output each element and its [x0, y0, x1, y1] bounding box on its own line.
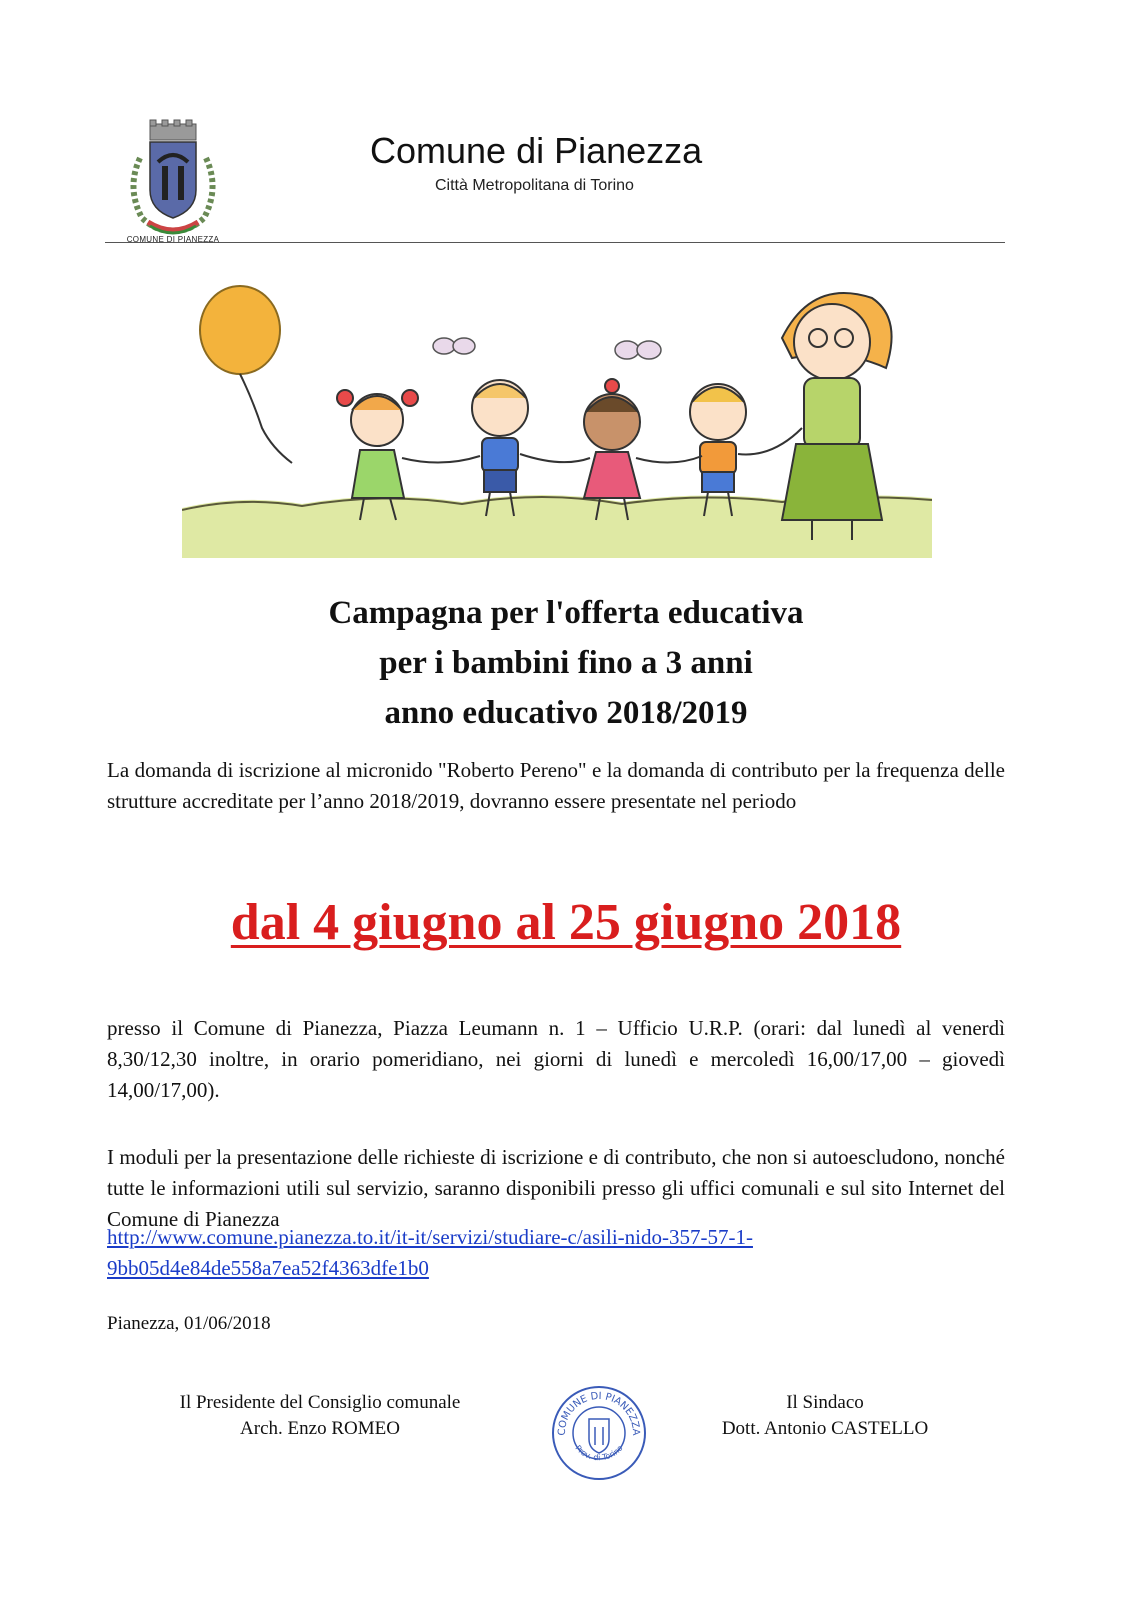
application-period: dal 4 giugno al 25 giugno 2018	[230, 894, 902, 951]
website-link-line-2[interactable]: 9bb05d4e84de558a7ea52f4363dfe1b0	[107, 1256, 429, 1280]
modules-paragraph: I moduli per la presentazione delle richieste di iscrizione e di contributo, che non si autoescludono, nonché tutte le informazioni utili sul servizio, saranno disponibili presso gli uffici comunali e sul sito Internet del Comune di Pianezza	[107, 1145, 1005, 1231]
place-and-date: Pianezza, 01/06/2018	[107, 1313, 271, 1334]
signature-left-role: Il Presidente del Consiglio comunale	[179, 1392, 461, 1413]
signature-right-name: Dott. Antonio CASTELLO	[721, 1418, 929, 1439]
signature-right-role: Il Sindaco	[786, 1392, 864, 1413]
signature-mayor	[690, 1390, 960, 1442]
children-illustration	[182, 258, 932, 558]
crest-caption: COMUNE DI PIANEZZA	[126, 235, 220, 244]
website-link-line-1[interactable]: http://www.comune.pianezza.to.it/it-it/servizi/studiare-c/asili-nido-357-57-1-	[107, 1225, 753, 1249]
office-hours-paragraph: presso il Comune di Pianezza, Piazza Leumann n. 1 – Ufficio U.R.P. (orari: dal lunedì al venerdì 8,30/12,30 inoltre, in orario pomeridiano, nei giorni di lunedì e mercoledì 16,00/17,00 – giovedì 14,00/17,00).	[107, 1016, 1005, 1102]
municipal-stamp	[549, 1383, 649, 1483]
intro-paragraph: La domanda di iscrizione al micronido "Roberto Pereno" e la domanda di contributo per la frequenza delle strutture accreditate per l’anno 2018/2019, dovranno essere presentate nel periodo	[107, 758, 1005, 813]
stamp-bottom-text: Prov. di Torino	[573, 1443, 625, 1463]
title-line-3: anno educativo 2018/2019	[384, 695, 748, 731]
header-divider	[105, 242, 1005, 243]
municipal-crest-logo	[118, 118, 228, 246]
signature-council-president	[145, 1390, 495, 1442]
website-link[interactable]	[107, 1222, 1007, 1284]
organization-name: Comune di Pianezza	[370, 130, 703, 171]
title-line-2: per i bambini fino a 3 anni	[379, 645, 753, 681]
title-line-1: Campagna per l'offerta educativa	[328, 595, 804, 631]
organization-subtitle: Città Metropolitana di Torino	[435, 177, 634, 194]
stamp-top-text: COMUNE DI PIANEZZA	[556, 1390, 642, 1436]
document-title	[0, 588, 1132, 738]
signature-left-name: Arch. Enzo ROMEO	[240, 1418, 400, 1439]
